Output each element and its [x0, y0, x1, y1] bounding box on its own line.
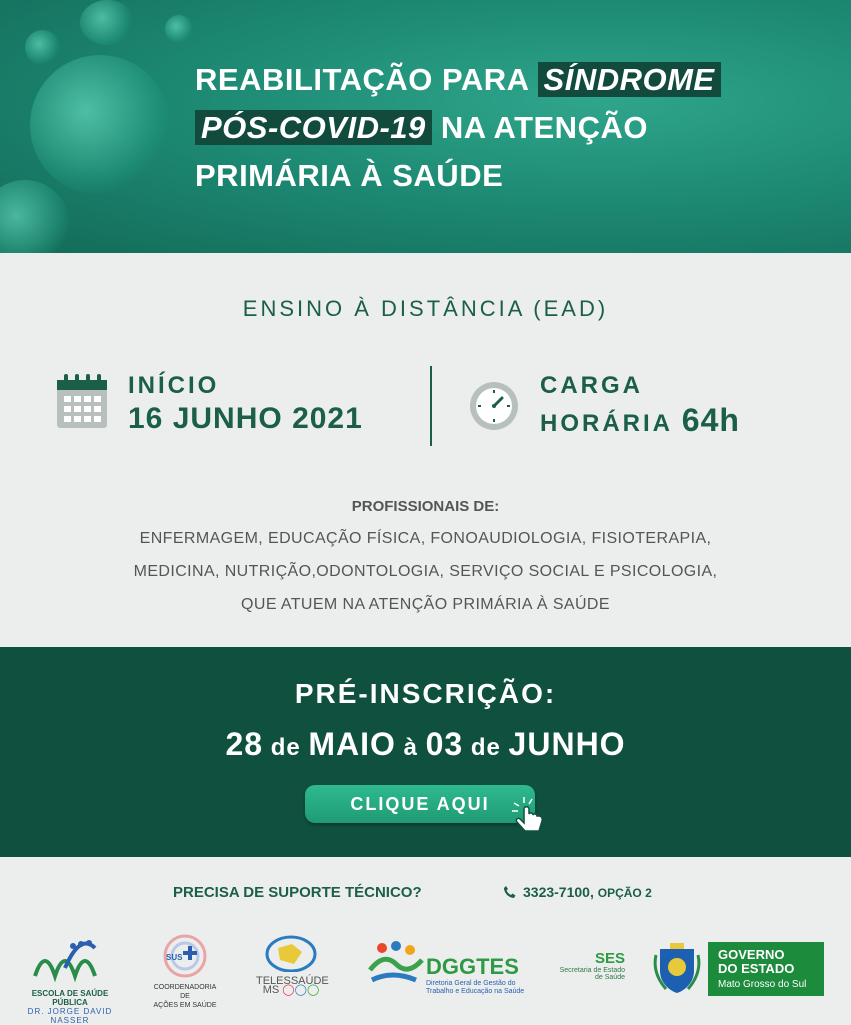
dggtes-emblem — [362, 940, 426, 990]
click-here-button[interactable]: CLIQUE AQUI — [305, 785, 535, 823]
telessaude-ms-text: MS — [262, 984, 280, 996]
ses-line1: Secretaria de Estado — [559, 967, 625, 974]
escola-subname: DR. JORGE DAVID NASSER — [27, 1007, 113, 1025]
coord-line2: AÇÕES EM SAÚDE — [153, 1002, 217, 1009]
workload-label2: HORÁRIA — [540, 410, 682, 437]
start-date — [128, 402, 363, 436]
ses-name: SES — [594, 950, 625, 967]
start-text — [128, 372, 363, 436]
workload-info — [540, 372, 740, 439]
virus-illustration — [80, 0, 135, 45]
coord-line1: COORDENADORIA DE — [153, 984, 217, 1000]
date-connector: de — [263, 734, 309, 761]
date-connector: à — [395, 734, 426, 761]
start-date-text: 16 JUNHO — [128, 402, 293, 435]
pre-registration-dates — [0, 726, 851, 763]
date-start-month: MAIO — [308, 726, 396, 762]
info-divider — [430, 366, 432, 446]
support-phone[interactable] — [503, 884, 652, 900]
workload-value: 64h — [681, 402, 740, 438]
escola-saude-logo — [25, 938, 115, 1025]
title-text: NA ATENÇÃO — [431, 110, 648, 145]
dggtes-line2: Trabalho e Educação na Saúde — [426, 988, 525, 995]
escola-saude-emblem — [25, 938, 115, 984]
telessaude-ms: MS ◯◯◯ — [262, 984, 320, 996]
gov-line3: Mato Grosso do Sul — [718, 979, 807, 990]
pre-registration-title: PRÉ-INSCRIÇÃO: — [294, 678, 557, 709]
calendar-icon — [56, 374, 108, 430]
virus-illustration — [30, 55, 170, 195]
professionals-line: MEDICINA, NUTRIÇÃO,ODONTOLOGIA, SERVIÇO SOCIAL E PSICOLOGIA, — [133, 563, 718, 580]
date-end-month: JUNHO — [508, 726, 626, 762]
title-text: REABILITAÇÃO PARA — [195, 62, 538, 97]
ses-line2: de Saúde — [595, 974, 625, 981]
gov-title — [718, 948, 794, 976]
support-question: PRECISA DE SUPORTE TÉCNICO? — [173, 884, 422, 901]
course-mode: ENSINO À DISTÂNCIA (EAD) — [242, 296, 609, 321]
phone-number: 3323-7100, — [523, 884, 598, 900]
coordenadoria-logo — [152, 932, 218, 1010]
professionals-heading: PROFISSIONAIS DE: — [351, 498, 500, 515]
state-coat-of-arms-icon — [652, 943, 702, 995]
hero-banner — [0, 0, 851, 253]
ses-logo — [555, 950, 625, 981]
virus-illustration — [25, 30, 60, 65]
escola-name: ESCOLA DE SAÚDE PÚBLICA — [31, 989, 109, 1007]
telessaude-emblem — [256, 934, 326, 972]
clock-icon — [468, 380, 520, 432]
government-logo — [708, 942, 824, 996]
gov-line2: DO ESTADO — [718, 961, 795, 976]
dggtes-name: DGGTES — [426, 954, 519, 979]
hero-title — [195, 56, 835, 200]
professionals-line: ENFERMAGEM, EDUCAÇÃO FÍSICA, FONOAUDIOLOGIA, FISIOTERAPIA, — [139, 530, 712, 547]
dggtes-line1: Diretoria Geral de Gestão do — [426, 980, 516, 987]
title-highlight: PÓS-COVID-19 — [195, 110, 432, 145]
coordenadoria-emblem — [152, 932, 218, 978]
virus-illustration — [165, 15, 193, 43]
title-highlight: SÍNDROME — [538, 62, 721, 97]
start-label: INÍCIO — [128, 372, 220, 399]
date-start-day: 28 — [225, 726, 264, 762]
telessaude-name: TELESSAÚDE — [256, 975, 329, 987]
gov-line1: GOVERNO — [718, 947, 785, 962]
workload-line — [540, 402, 740, 439]
pointer-hand-icon — [510, 795, 550, 835]
professionals-line: QUE ATUEM NA ATENÇÃO PRIMÁRIA À SAÚDE — [241, 596, 610, 613]
phone-icon — [503, 885, 517, 899]
date-end-day: 03 — [425, 726, 464, 762]
virus-illustration — [0, 180, 70, 253]
sus-mark: SUS — [166, 953, 183, 962]
phone-option: OPÇÃO 2 — [597, 886, 652, 900]
date-connector: de — [463, 734, 509, 761]
title-text: PRIMÁRIA À SAÚDE — [195, 158, 504, 193]
workload-label: CARGA — [540, 372, 643, 399]
telessaude-logo — [256, 934, 329, 996]
start-year: 2021 — [292, 402, 363, 435]
